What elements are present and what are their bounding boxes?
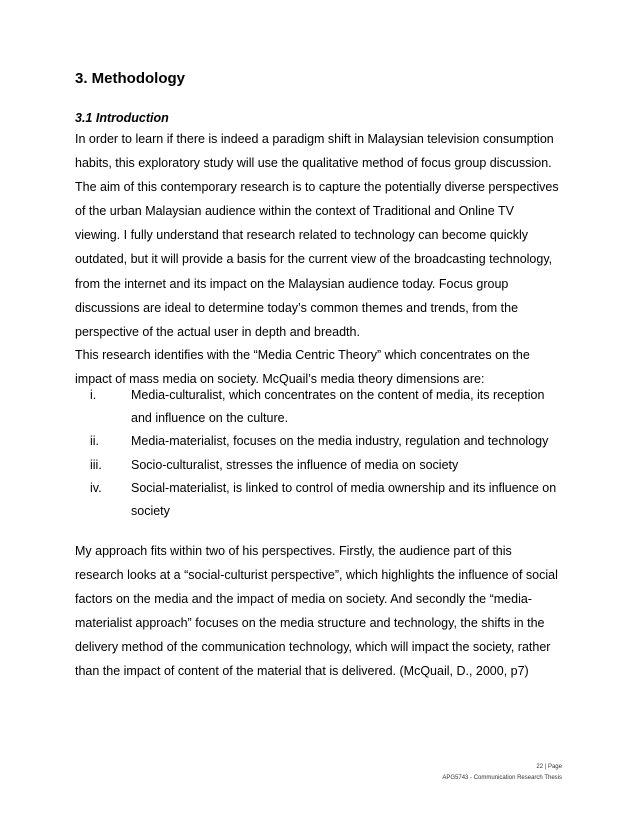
list-item (75, 477, 571, 523)
paragraph-introduction (75, 127, 571, 344)
list-item-line: Socio-culturalist, stresses the influence of media on society (131, 457, 459, 472)
paragraph-line: delivery method of the communication technology, which will impact the society, rather (75, 640, 551, 655)
paragraph-line: This research identifies with the “Media Centric Theory” which concentrates on the (75, 348, 530, 362)
section-heading: 3. Methodology (75, 70, 185, 87)
list-item (75, 384, 571, 430)
paragraph-line: impact of mass media on society. McQuail’s media theory dimensions are: (75, 372, 485, 387)
list-item-number: iii. (90, 457, 102, 472)
paragraph-line: habits, this exploratory study will use the qualitative method of focus group discussion. (75, 156, 552, 171)
footer-page-number: 22 | Page (536, 764, 562, 770)
list-item-line: Media-culturalist, which concentrates on the content of media, its reception (131, 388, 545, 402)
list-item-line: Media-materialist, focuses on the media industry, regulation and technology (131, 434, 549, 449)
subsection-heading: 3.1 Introduction (75, 111, 169, 125)
list-item-line: and influence on the culture. (131, 411, 289, 426)
paragraph-line: outdated, but it will provide a basis for the current view of the broadcasting technology, (75, 252, 553, 267)
paragraph-line: discussions are ideal to determine today’s common themes and trends, from the (75, 300, 519, 315)
paragraph-line: research looks at a “social-culturist perspective”, which highlights the influence of social (75, 568, 558, 583)
list-item-number: iv. (90, 480, 102, 495)
paragraph-line: than the impact of content of the material that is delivered. (McQuail, D., 2000, p7) (75, 664, 529, 679)
paragraph-line: viewing. I fully understand that research related to technology can become quickly (75, 228, 529, 243)
list-item (75, 430, 571, 453)
paragraph-line: of the urban Malaysian audience within the context of Traditional and Online TV (75, 204, 514, 219)
paragraph-line: The aim of this contemporary research is to capture the potentially diverse perspectives (75, 180, 559, 195)
list-item (75, 454, 571, 477)
paragraph-line: factors on the media and the impact of media on society. And secondly the “media- (75, 592, 532, 607)
paragraph-approach (75, 539, 571, 684)
list-item-line: society (131, 504, 170, 519)
footer-document-title: APG5743 - Communication Research Thesis (442, 775, 562, 781)
list-item-number: i. (90, 388, 97, 402)
paragraph-line: In order to learn if there is indeed a paradigm shift in Malaysian television consumption (75, 132, 554, 146)
list-item-number: ii. (90, 434, 100, 449)
paragraph-line: from the internet and its impact on the Malaysian audience today. Focus group (75, 276, 509, 291)
theory-dimensions-list (75, 384, 571, 523)
paragraph-line: perspective of the actual user in depth and breadth. (75, 324, 360, 339)
paragraph-line: materialist approach” focuses on the media structure and technology, the shifts in the (75, 616, 545, 631)
paragraph-line: My approach fits within two of his perspectives. Firstly, the audience part of this (75, 544, 512, 558)
list-item-line: Social-materialist, is linked to control of media ownership and its influence on (131, 480, 557, 495)
